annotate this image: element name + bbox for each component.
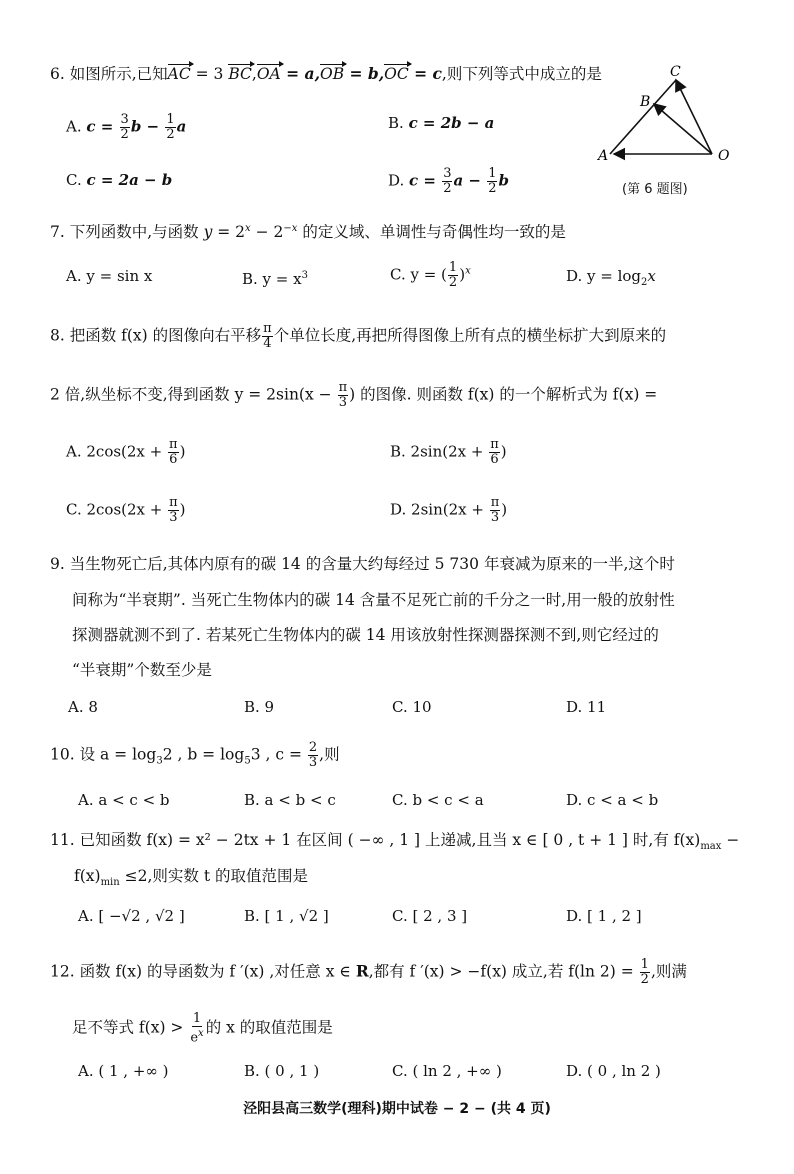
q6-eq-c: = c — [408, 64, 442, 83]
vector-ob-line — [654, 104, 712, 154]
q8-option-c: C. 2cos(2x + $\frac{\pi}{3}$ ) — [66, 495, 186, 525]
q12-option-b: B. ( 0 , 1 ) — [244, 1062, 320, 1080]
option-text: A. y = sin x — [66, 267, 153, 285]
q7-option-c: C. y = ( $\frac{1}{2}$ )$^x$ — [390, 260, 471, 290]
q12-line2-b: 的 x 的取值范围是 — [205, 1018, 333, 1037]
q10-option-d: D. c < a < b — [566, 791, 659, 809]
vector-oc-line — [676, 80, 712, 154]
q11-sub-max: max — [700, 841, 722, 853]
q9-line1: 9. 当生物死亡后,其体内原有的碳 14 的含量大约每经过 5 730 年衰减为原来的一半,这个时 — [50, 555, 675, 573]
q11-line2 — [74, 866, 308, 893]
q10-option-a: A. a < c < b — [78, 791, 170, 809]
q12-line1 — [50, 958, 687, 987]
q9-option-c: C. 10 — [392, 698, 432, 716]
label-o: O — [718, 148, 730, 164]
q12-line1-c: ,则满 — [650, 962, 687, 981]
q12-line1-a: 12. 函数 f(x) 的导函数为 f ′(x) ,对任意 x ∈ — [50, 962, 356, 981]
fraction: $\frac{1}{2}$ — [488, 166, 497, 196]
q7-stem-b: 的定义域、单调性与奇偶性均一致的是 — [297, 223, 566, 242]
q8-option-b: B. 2sin(2x + $\frac{\pi}{6}$ ) — [390, 437, 507, 467]
q6-suffix: ,则下列等式中成立的是 — [441, 65, 602, 83]
q8-line2-b: ) 的图像. 则函数 f(x) 的一个解析式为 f(x) = — [349, 385, 658, 404]
q6-comma: , — [251, 65, 257, 83]
option-label: D. — [388, 171, 410, 190]
option-label: A. — [66, 117, 87, 136]
q7-stem: 7. 下列函数中,与函数 $y = 2^x - 2^{-x}$ 的定义域、单调性与奇偶性均一致的是 — [50, 223, 566, 242]
option-text: D. y = log — [566, 267, 642, 285]
option-label: C. — [66, 171, 87, 189]
q9-option-d: D. 11 — [566, 698, 607, 716]
q12-line2 — [72, 1012, 333, 1045]
fraction: $\frac{1}{2}$ — [640, 957, 649, 987]
page-footer: 泾阳县高三数学(理科)期中试卷 − 2 − (共 4 页) — [243, 1101, 551, 1117]
q12-line1-b: ,都有 f ′(x) > −f(x) 成立,若 f(ln 2) = — [368, 962, 639, 981]
q11-line1-text: 11. 已知函数 f(x) = x² − 2tx + 1 在区间 ( −∞ , 1 ] 上递减,且当 x ∈ [ 0 , t + 1 ] 时,有 f(x) — [50, 831, 701, 849]
option-text: c = 2b − a — [408, 114, 495, 132]
fraction: $\frac{3}{2}$ — [443, 166, 452, 196]
q9-option-b: B. 9 — [244, 698, 275, 716]
q10-stem-d: ,则 — [319, 745, 340, 764]
q9-option-a: A. 8 — [68, 698, 98, 716]
fraction: $\frac{1}{e^x}$ — [190, 1011, 204, 1046]
q6-eq-b: = b, — [344, 64, 385, 83]
q7-option-d: D. $y = \log_2x$ — [566, 267, 656, 288]
fraction: $\frac{\pi}{4}$ — [263, 321, 272, 351]
q8-line1-a: 8. 把函数 f(x) 的图像向右平移 — [50, 326, 262, 345]
q11-option-b: B. [ 1 , √2 ] — [244, 907, 329, 925]
option-text: B. y = x — [242, 270, 302, 288]
q11-line2-a: f(x) — [74, 867, 101, 885]
q6-prefix: 6. 如图所示,已知 — [50, 65, 168, 83]
vector-oa: OA — [256, 65, 281, 83]
q8-option-a: A. 2cos(2x + $\frac{\pi}{6}$ ) — [66, 437, 186, 467]
vector-ob: OB — [319, 65, 345, 83]
q8-line2 — [50, 381, 657, 410]
option-text-tail: x — [647, 267, 656, 285]
q6-figure — [590, 58, 740, 176]
label-a: A — [598, 148, 609, 164]
q12-line2-a: 足不等式 f(x) > — [72, 1018, 189, 1037]
fraction: $\frac{3}{2}$ — [120, 112, 129, 142]
q10-option-c: C. b < c < a — [392, 791, 484, 809]
q12-option-d: D. ( 0 , ln 2 ) — [566, 1062, 661, 1080]
q12-option-a: A. ( 1 , +∞ ) — [78, 1062, 169, 1080]
option-text: B. 2sin(2x + — [390, 442, 489, 461]
q11-option-a: A. [ −√2 , √2 ] — [78, 907, 185, 925]
label-c: C — [670, 64, 681, 80]
option-text: A. 2cos(2x + — [66, 442, 168, 461]
q6-eq1: = 3 — [190, 65, 229, 83]
q6-option-b — [388, 113, 494, 133]
q10-stem-a: 10. 设 a = log — [50, 745, 157, 764]
vector-bc: BC — [228, 65, 252, 83]
q8-option-d: D. 2sin(2x + $\frac{\pi}{3}$ ) — [390, 495, 508, 525]
q11-option-c: C. [ 2 , 3 ] — [392, 907, 468, 925]
q12-real-set: R — [355, 961, 369, 981]
segment-ac — [610, 80, 676, 154]
vector-oc: OC — [384, 65, 409, 83]
q6-stem — [50, 64, 602, 84]
q9-line3: 探测器就测不到了. 若某死亡生物体内的碳 14 用该放射性探测器探测不到,则它经过的 — [72, 626, 659, 644]
q6-option-d: D. c = $\frac{3}{2}$ a − $\frac{1}{2}$ b — [388, 166, 509, 196]
q10-stem-c: 3 , c = — [250, 745, 307, 764]
q8-line2-a: 2 倍,纵坐标不变,得到函数 y = 2sin(x − — [50, 385, 337, 404]
q6-eq-a: = a, — [280, 64, 320, 83]
q11-line1-tail: − — [721, 831, 740, 849]
q8-line1-b: 个单位长度,再把所得图像上所有点的横坐标扩大到原来的 — [273, 326, 667, 345]
option-text: D. 2sin(2x + — [390, 500, 489, 519]
q11-option-d: D. [ 1 , 2 ] — [566, 907, 642, 925]
fraction: $\frac{\pi}{3}$ — [338, 380, 348, 410]
q7-stem-a: 7. 下列函数中,与函数 — [50, 223, 204, 242]
fraction: $\frac{1}{2}$ — [166, 112, 175, 142]
option-text: c = 2a − b — [86, 171, 173, 189]
q10-stem-b: 2 , b = log — [162, 745, 245, 764]
option-text: C. 2cos(2x + — [66, 500, 168, 519]
q7-option-b: B. $y = x^3$ — [242, 270, 308, 288]
option-text: C. y = ( — [390, 265, 447, 284]
q9-line4: “半衰期”个数至少是 — [72, 661, 212, 679]
q11-line1 — [50, 830, 739, 857]
vector-ac: AC — [167, 65, 191, 83]
label-b: B — [640, 94, 651, 110]
q6-option-a: A. c = $\frac{3}{2}$ b − $\frac{1}{2}$ a — [66, 112, 187, 142]
q6-option-c — [66, 170, 172, 190]
option-label: B. — [388, 114, 409, 132]
q11-line2-b: ≤2,则实数 t 的取值范围是 — [119, 867, 308, 885]
q10-option-b: B. a < b < c — [244, 791, 336, 809]
q11-sub-min: min — [100, 877, 120, 889]
q10-stem: 10. 设 $a = \log_32$ , $b = \log_53$ , c = $\frac{2}{3}$ ,则 — [50, 740, 340, 770]
q12-option-c: C. ( ln 2 , +∞ ) — [392, 1062, 502, 1080]
q7-option-a — [66, 266, 152, 286]
q8-line1 — [50, 322, 666, 351]
fraction: $\frac{2}{3}$ — [308, 740, 318, 770]
figure-caption: (第 6 题图) — [622, 182, 688, 197]
q9-line2: 间称为“半衰期”. 当死亡生物体内的碳 14 含量不足死亡前的千分之一时,用一般的放射性 — [72, 591, 675, 609]
